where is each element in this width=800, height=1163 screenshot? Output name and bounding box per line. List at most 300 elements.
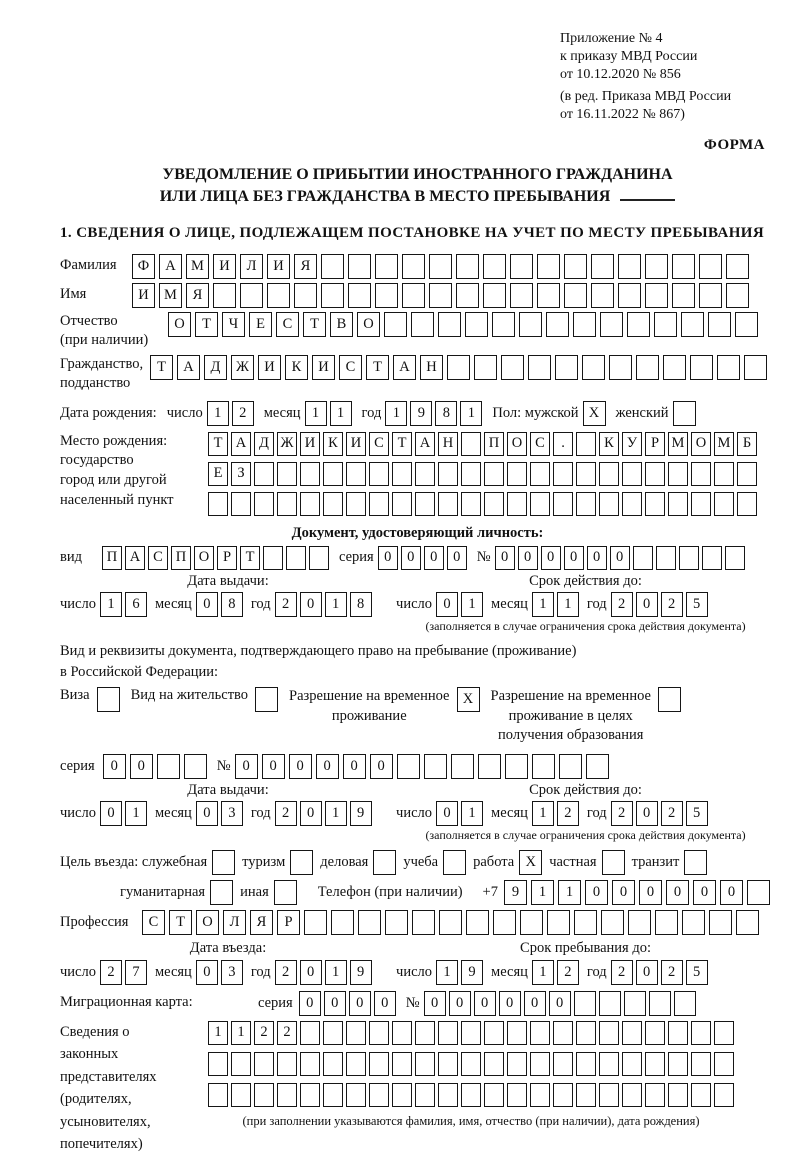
char-cell[interactable]: 1	[325, 960, 347, 985]
char-cell[interactable]	[392, 462, 412, 486]
char-cell[interactable]	[267, 283, 290, 308]
char-cell[interactable]	[505, 754, 528, 779]
char-cell[interactable]	[537, 283, 560, 308]
purpose-business-checkbox[interactable]	[373, 850, 396, 875]
char-cell[interactable]	[474, 355, 497, 380]
char-cell[interactable]	[564, 283, 587, 308]
char-cell[interactable]	[231, 1052, 251, 1076]
char-cell[interactable]: Я	[186, 283, 209, 308]
char-cell[interactable]	[447, 355, 470, 380]
char-cell[interactable]	[277, 462, 297, 486]
char-cell[interactable]	[484, 1052, 504, 1076]
char-cell[interactable]	[415, 1052, 435, 1076]
char-cell[interactable]: Б	[737, 432, 757, 456]
char-cell[interactable]	[624, 991, 646, 1016]
purpose-private-checkbox[interactable]	[602, 850, 625, 875]
char-cell[interactable]	[679, 546, 699, 570]
char-cell[interactable]	[369, 492, 389, 516]
char-cell[interactable]	[672, 283, 695, 308]
char-cell[interactable]	[530, 492, 550, 516]
char-cell[interactable]	[564, 254, 587, 279]
char-cell[interactable]: С	[148, 546, 168, 570]
char-cell[interactable]	[348, 254, 371, 279]
char-cell[interactable]	[576, 432, 596, 456]
char-cell[interactable]: 0	[636, 960, 658, 985]
purpose-work-checkbox[interactable]: X	[519, 850, 542, 875]
char-cell[interactable]	[636, 355, 659, 380]
char-cell[interactable]: 0	[401, 546, 421, 570]
char-cell[interactable]: 0	[549, 991, 571, 1016]
char-cell[interactable]	[438, 492, 458, 516]
char-cell[interactable]: Т	[303, 312, 326, 337]
purpose-study-checkbox[interactable]	[443, 850, 466, 875]
char-cell[interactable]	[439, 910, 462, 935]
char-cell[interactable]: 0	[524, 991, 546, 1016]
char-cell[interactable]: 0	[564, 546, 584, 570]
char-cell[interactable]: И	[312, 355, 335, 380]
char-cell[interactable]: 0	[639, 880, 662, 905]
char-cell[interactable]	[649, 991, 671, 1016]
char-cell[interactable]	[622, 1083, 642, 1107]
char-cell[interactable]: Ж	[277, 432, 297, 456]
char-cell[interactable]	[358, 910, 381, 935]
char-cell[interactable]	[530, 462, 550, 486]
char-cell[interactable]	[438, 1052, 458, 1076]
char-cell[interactable]	[484, 1083, 504, 1107]
char-cell[interactable]: 5	[686, 592, 708, 617]
char-cell[interactable]: 0	[196, 592, 218, 617]
char-cell[interactable]: 9	[461, 960, 483, 985]
char-cell[interactable]	[323, 492, 343, 516]
char-cell[interactable]: 0	[196, 960, 218, 985]
char-cell[interactable]	[691, 1021, 711, 1045]
char-cell[interactable]: С	[142, 910, 165, 935]
char-cell[interactable]	[530, 1021, 550, 1045]
char-cell[interactable]	[672, 254, 695, 279]
char-cell[interactable]	[628, 910, 651, 935]
char-cell[interactable]	[668, 1021, 688, 1045]
char-cell[interactable]: Р	[277, 910, 300, 935]
char-cell[interactable]	[645, 1052, 665, 1076]
char-cell[interactable]	[737, 492, 757, 516]
char-cell[interactable]	[591, 254, 614, 279]
char-cell[interactable]: Н	[420, 355, 443, 380]
char-cell[interactable]: А	[231, 432, 251, 456]
char-cell[interactable]: У	[622, 432, 642, 456]
char-cell[interactable]	[691, 1052, 711, 1076]
char-cell[interactable]: 1	[100, 592, 122, 617]
char-cell[interactable]: 2	[611, 801, 633, 826]
char-cell[interactable]: 0	[666, 880, 689, 905]
char-cell[interactable]	[708, 312, 731, 337]
char-cell[interactable]: 3	[221, 801, 243, 826]
char-cell[interactable]: Л	[223, 910, 246, 935]
char-cell[interactable]	[546, 312, 569, 337]
char-cell[interactable]: 2	[100, 960, 122, 985]
char-cell[interactable]	[714, 492, 734, 516]
char-cell[interactable]	[208, 1052, 228, 1076]
char-cell[interactable]	[674, 991, 696, 1016]
char-cell[interactable]	[507, 492, 527, 516]
char-cell[interactable]: 0	[541, 546, 561, 570]
char-cell[interactable]: О	[168, 312, 191, 337]
char-cell[interactable]	[547, 910, 570, 935]
char-cell[interactable]: 0	[610, 546, 630, 570]
char-cell[interactable]	[375, 254, 398, 279]
char-cell[interactable]	[736, 910, 759, 935]
char-cell[interactable]	[429, 254, 452, 279]
char-cell[interactable]	[392, 1021, 412, 1045]
char-cell[interactable]: 2	[275, 960, 297, 985]
char-cell[interactable]: 1	[330, 401, 352, 426]
char-cell[interactable]	[465, 312, 488, 337]
char-cell[interactable]	[461, 1052, 481, 1076]
char-cell[interactable]	[369, 1083, 389, 1107]
char-cell[interactable]: 0	[436, 801, 458, 826]
char-cell[interactable]	[157, 754, 180, 779]
char-cell[interactable]: М	[159, 283, 182, 308]
char-cell[interactable]: 5	[686, 801, 708, 826]
char-cell[interactable]: М	[668, 432, 688, 456]
char-cell[interactable]	[726, 254, 749, 279]
purpose-official-checkbox[interactable]	[212, 850, 235, 875]
char-cell[interactable]	[668, 492, 688, 516]
char-cell[interactable]: 0	[324, 991, 346, 1016]
char-cell[interactable]: А	[125, 546, 145, 570]
char-cell[interactable]	[601, 910, 624, 935]
char-cell[interactable]: Я	[250, 910, 273, 935]
char-cell[interactable]: Е	[249, 312, 272, 337]
edu-permit-checkbox[interactable]	[658, 687, 681, 712]
char-cell[interactable]: 2	[275, 801, 297, 826]
char-cell[interactable]	[392, 1052, 412, 1076]
char-cell[interactable]: 0	[449, 991, 471, 1016]
char-cell[interactable]: 0	[300, 801, 322, 826]
char-cell[interactable]	[682, 910, 705, 935]
char-cell[interactable]	[493, 910, 516, 935]
char-cell[interactable]	[369, 462, 389, 486]
char-cell[interactable]: П	[102, 546, 122, 570]
char-cell[interactable]	[375, 283, 398, 308]
char-cell[interactable]	[429, 283, 452, 308]
char-cell[interactable]: 0	[103, 754, 126, 779]
char-cell[interactable]: П	[484, 432, 504, 456]
char-cell[interactable]	[412, 910, 435, 935]
char-cell[interactable]: 3	[221, 960, 243, 985]
char-cell[interactable]: 2	[661, 801, 683, 826]
char-cell[interactable]: 1	[207, 401, 229, 426]
char-cell[interactable]	[586, 754, 609, 779]
char-cell[interactable]: 1	[461, 592, 483, 617]
char-cell[interactable]: Т	[169, 910, 192, 935]
char-cell[interactable]	[599, 1052, 619, 1076]
char-cell[interactable]: 7	[125, 960, 147, 985]
char-cell[interactable]	[655, 910, 678, 935]
char-cell[interactable]	[530, 1052, 550, 1076]
char-cell[interactable]: Т	[150, 355, 173, 380]
char-cell[interactable]: 0	[499, 991, 521, 1016]
char-cell[interactable]: А	[415, 432, 435, 456]
char-cell[interactable]	[213, 283, 236, 308]
char-cell[interactable]: 1	[305, 401, 327, 426]
char-cell[interactable]	[507, 1083, 527, 1107]
char-cell[interactable]: А	[177, 355, 200, 380]
char-cell[interactable]: К	[323, 432, 343, 456]
char-cell[interactable]: 1	[325, 592, 347, 617]
char-cell[interactable]	[208, 1083, 228, 1107]
char-cell[interactable]: 2	[275, 592, 297, 617]
char-cell[interactable]: Т	[366, 355, 389, 380]
temp-permit-checkbox[interactable]: X	[457, 687, 480, 712]
char-cell[interactable]	[699, 283, 722, 308]
sex-male-checkbox[interactable]: X	[583, 401, 606, 426]
char-cell[interactable]	[415, 1021, 435, 1045]
char-cell[interactable]	[397, 754, 420, 779]
char-cell[interactable]	[411, 312, 434, 337]
char-cell[interactable]	[691, 1083, 711, 1107]
char-cell[interactable]	[184, 754, 207, 779]
char-cell[interactable]: И	[346, 432, 366, 456]
char-cell[interactable]: Д	[204, 355, 227, 380]
char-cell[interactable]	[681, 312, 704, 337]
char-cell[interactable]	[714, 1021, 734, 1045]
char-cell[interactable]: Я	[294, 254, 317, 279]
char-cell[interactable]	[323, 1021, 343, 1045]
char-cell[interactable]: Н	[438, 432, 458, 456]
char-cell[interactable]: 0	[374, 991, 396, 1016]
char-cell[interactable]	[451, 754, 474, 779]
char-cell[interactable]: 8	[350, 592, 372, 617]
char-cell[interactable]: О	[194, 546, 214, 570]
char-cell[interactable]	[309, 546, 329, 570]
char-cell[interactable]	[599, 991, 621, 1016]
char-cell[interactable]	[622, 1021, 642, 1045]
char-cell[interactable]: .	[553, 432, 573, 456]
char-cell[interactable]: 2	[611, 960, 633, 985]
char-cell[interactable]: Е	[208, 462, 228, 486]
char-cell[interactable]	[304, 910, 327, 935]
char-cell[interactable]: 0	[474, 991, 496, 1016]
char-cell[interactable]: 0	[262, 754, 285, 779]
char-cell[interactable]: 0	[300, 960, 322, 985]
char-cell[interactable]: М	[186, 254, 209, 279]
char-cell[interactable]	[254, 1052, 274, 1076]
char-cell[interactable]	[461, 1021, 481, 1045]
char-cell[interactable]: В	[330, 312, 353, 337]
char-cell[interactable]: 8	[435, 401, 457, 426]
char-cell[interactable]	[555, 355, 578, 380]
char-cell[interactable]: 0	[300, 592, 322, 617]
char-cell[interactable]: 0	[424, 546, 444, 570]
char-cell[interactable]	[520, 910, 543, 935]
char-cell[interactable]	[478, 754, 501, 779]
char-cell[interactable]	[645, 462, 665, 486]
char-cell[interactable]	[668, 1052, 688, 1076]
char-cell[interactable]: О	[691, 432, 711, 456]
char-cell[interactable]: 1	[532, 801, 554, 826]
char-cell[interactable]: 0	[518, 546, 538, 570]
char-cell[interactable]	[300, 462, 320, 486]
char-cell[interactable]	[627, 312, 650, 337]
char-cell[interactable]	[461, 432, 481, 456]
char-cell[interactable]: 0	[424, 991, 446, 1016]
purpose-transit-checkbox[interactable]	[684, 850, 707, 875]
char-cell[interactable]: Ж	[231, 355, 254, 380]
visa-checkbox[interactable]	[97, 687, 120, 712]
char-cell[interactable]: 6	[125, 592, 147, 617]
char-cell[interactable]	[576, 462, 596, 486]
char-cell[interactable]	[559, 754, 582, 779]
char-cell[interactable]	[402, 283, 425, 308]
char-cell[interactable]: 0	[495, 546, 515, 570]
char-cell[interactable]	[231, 492, 251, 516]
char-cell[interactable]	[709, 910, 732, 935]
char-cell[interactable]	[553, 462, 573, 486]
char-cell[interactable]: 0	[370, 754, 393, 779]
char-cell[interactable]: И	[132, 283, 155, 308]
char-cell[interactable]	[346, 462, 366, 486]
char-cell[interactable]	[331, 910, 354, 935]
char-cell[interactable]: 2	[661, 592, 683, 617]
char-cell[interactable]	[537, 254, 560, 279]
char-cell[interactable]	[553, 1052, 573, 1076]
char-cell[interactable]: Д	[254, 432, 274, 456]
char-cell[interactable]: А	[159, 254, 182, 279]
char-cell[interactable]	[300, 1083, 320, 1107]
char-cell[interactable]: 2	[232, 401, 254, 426]
char-cell[interactable]: П	[171, 546, 191, 570]
char-cell[interactable]: 2	[611, 592, 633, 617]
char-cell[interactable]: 0	[436, 592, 458, 617]
char-cell[interactable]	[254, 492, 274, 516]
char-cell[interactable]: С	[530, 432, 550, 456]
char-cell[interactable]	[392, 1083, 412, 1107]
char-cell[interactable]	[277, 492, 297, 516]
char-cell[interactable]	[656, 546, 676, 570]
char-cell[interactable]: 2	[557, 801, 579, 826]
char-cell[interactable]	[714, 1083, 734, 1107]
char-cell[interactable]: 0	[612, 880, 635, 905]
char-cell[interactable]: О	[357, 312, 380, 337]
char-cell[interactable]	[286, 546, 306, 570]
char-cell[interactable]: Р	[645, 432, 665, 456]
char-cell[interactable]	[663, 355, 686, 380]
char-cell[interactable]	[645, 492, 665, 516]
char-cell[interactable]	[622, 462, 642, 486]
char-cell[interactable]	[510, 283, 533, 308]
char-cell[interactable]	[415, 462, 435, 486]
char-cell[interactable]	[553, 1021, 573, 1045]
char-cell[interactable]: 0	[447, 546, 467, 570]
char-cell[interactable]: 1	[461, 801, 483, 826]
char-cell[interactable]	[530, 1083, 550, 1107]
char-cell[interactable]	[384, 312, 407, 337]
char-cell[interactable]	[668, 462, 688, 486]
char-cell[interactable]: 0	[299, 991, 321, 1016]
char-cell[interactable]	[717, 355, 740, 380]
char-cell[interactable]	[300, 1052, 320, 1076]
char-cell[interactable]: И	[267, 254, 290, 279]
char-cell[interactable]	[599, 1083, 619, 1107]
char-cell[interactable]: 1	[325, 801, 347, 826]
char-cell[interactable]: 1	[125, 801, 147, 826]
char-cell[interactable]	[385, 910, 408, 935]
char-cell[interactable]: К	[599, 432, 619, 456]
char-cell[interactable]	[714, 462, 734, 486]
char-cell[interactable]: И	[300, 432, 320, 456]
char-cell[interactable]	[645, 254, 668, 279]
char-cell[interactable]	[582, 355, 605, 380]
char-cell[interactable]	[600, 312, 623, 337]
char-cell[interactable]: 9	[350, 801, 372, 826]
char-cell[interactable]	[461, 462, 481, 486]
char-cell[interactable]	[501, 355, 524, 380]
char-cell[interactable]: 1	[532, 592, 554, 617]
char-cell[interactable]: 0	[585, 880, 608, 905]
char-cell[interactable]	[507, 1052, 527, 1076]
char-cell[interactable]	[507, 462, 527, 486]
char-cell[interactable]	[346, 1021, 366, 1045]
char-cell[interactable]: О	[196, 910, 219, 935]
char-cell[interactable]: 1	[385, 401, 407, 426]
char-cell[interactable]: 8	[221, 592, 243, 617]
char-cell[interactable]	[510, 254, 533, 279]
char-cell[interactable]: 2	[277, 1021, 297, 1045]
char-cell[interactable]: К	[285, 355, 308, 380]
residence-permit-checkbox[interactable]	[255, 687, 278, 712]
char-cell[interactable]	[424, 754, 447, 779]
char-cell[interactable]	[599, 462, 619, 486]
char-cell[interactable]	[599, 492, 619, 516]
char-cell[interactable]	[438, 462, 458, 486]
char-cell[interactable]: 0	[378, 546, 398, 570]
char-cell[interactable]: Л	[240, 254, 263, 279]
char-cell[interactable]: С	[369, 432, 389, 456]
char-cell[interactable]: 9	[410, 401, 432, 426]
char-cell[interactable]	[645, 1021, 665, 1045]
char-cell[interactable]	[668, 1083, 688, 1107]
char-cell[interactable]	[300, 1021, 320, 1045]
char-cell[interactable]	[576, 1021, 596, 1045]
char-cell[interactable]: И	[213, 254, 236, 279]
char-cell[interactable]	[456, 254, 479, 279]
char-cell[interactable]	[323, 462, 343, 486]
char-cell[interactable]: 1	[231, 1021, 251, 1045]
char-cell[interactable]	[691, 462, 711, 486]
char-cell[interactable]	[726, 283, 749, 308]
char-cell[interactable]	[573, 312, 596, 337]
char-cell[interactable]: 2	[254, 1021, 274, 1045]
char-cell[interactable]: С	[276, 312, 299, 337]
char-cell[interactable]	[277, 1052, 297, 1076]
char-cell[interactable]: 9	[504, 880, 527, 905]
char-cell[interactable]: Т	[392, 432, 412, 456]
char-cell[interactable]	[737, 462, 757, 486]
char-cell[interactable]	[576, 492, 596, 516]
char-cell[interactable]: 0	[343, 754, 366, 779]
char-cell[interactable]	[346, 1083, 366, 1107]
char-cell[interactable]	[456, 283, 479, 308]
char-cell[interactable]: 0	[349, 991, 371, 1016]
char-cell[interactable]	[254, 462, 274, 486]
char-cell[interactable]	[645, 283, 668, 308]
char-cell[interactable]	[483, 283, 506, 308]
char-cell[interactable]: Т	[240, 546, 260, 570]
char-cell[interactable]	[714, 1052, 734, 1076]
char-cell[interactable]	[321, 254, 344, 279]
char-cell[interactable]	[369, 1021, 389, 1045]
char-cell[interactable]	[254, 1083, 274, 1107]
